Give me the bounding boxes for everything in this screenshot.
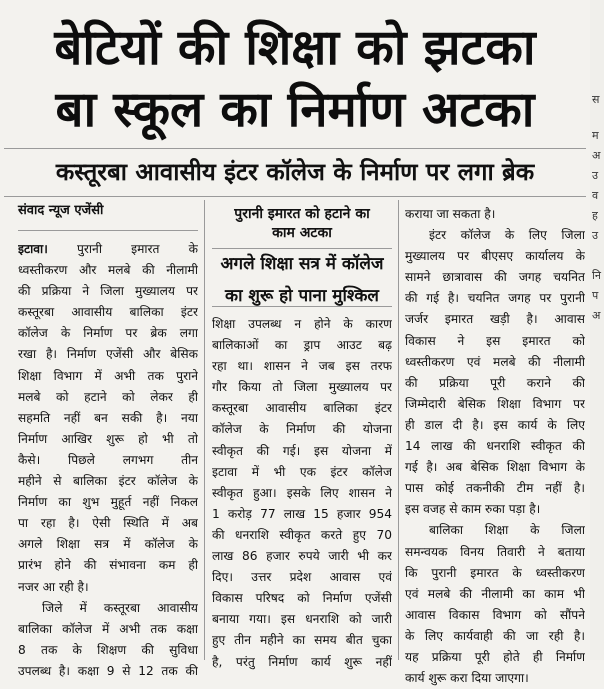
text-line: 1 करोड़ 77 लाख 15 हजार 954: [212, 506, 392, 521]
divider: [212, 306, 392, 307]
text-line: रखा है। निर्माण एजेंसी और बेसिक: [18, 347, 198, 362]
column-2: [212, 314, 392, 673]
text-line: जिले में कस्तूरबा आवासीय: [42, 600, 198, 615]
text-line: हुए तीन महीने का समय बीत चुका: [212, 633, 392, 648]
text-line: शिक्षा उपलब्ध न होने के कारण: [212, 317, 392, 331]
text-line: कॉलेज के निर्माण की योजना: [212, 422, 392, 437]
divider: [18, 230, 198, 231]
text-line: कि पुरानी इमारत के ध्वस्तीकरण: [405, 565, 585, 580]
column-1: [18, 239, 198, 682]
text-line: निर्माण आखिर शुरू हो भी तो: [18, 431, 198, 446]
edge-text: स: [592, 93, 600, 106]
text-line: के लिए कार्यवाही की जा रही है।: [405, 628, 585, 643]
text-line: कस्तूरबा आवासीय बालिका इंटर: [18, 305, 198, 320]
subheadline: कस्तूरबा आवासीय इंटर कॉलेज के निर्माण पर लगा ब्रेक: [55, 158, 535, 186]
text-line: कस्तूरबा आवासीय बालिका इंटर: [212, 401, 392, 416]
text-line: नजर आ रही है।: [18, 579, 89, 594]
edge-text: नि: [592, 269, 601, 282]
edge-text: व: [592, 189, 599, 202]
text-line: कैसे। पिछले लगभग तीन: [18, 452, 198, 467]
edge-text: उ: [592, 169, 599, 182]
text-line: की गई है। चयनित जगह पर पुरानी: [405, 291, 585, 306]
text-line: कार्य शुरू करा दिया जाएगा।: [405, 671, 529, 686]
text-line: बालिकाओं का ड्राप आउट बढ़: [212, 338, 392, 353]
text-line: दिए। उत्तर प्रदेश आवास एवं: [212, 570, 392, 585]
edge-text: म: [592, 129, 599, 142]
text-line: स्वीकृत की गई। इस योजना में: [212, 443, 392, 458]
text-line: की धनराशि स्वीकृत करते हुए 70: [212, 527, 392, 542]
edge-text: ह: [592, 209, 598, 222]
text-line: लाख 86 हजार रुपये जारी भी कर: [212, 549, 392, 564]
text-line: जिम्मेदारी बेसिक शिक्षा विभाग पर: [405, 396, 585, 411]
text-line: पुरानी इमारत के: [47, 242, 198, 256]
pullquote-line-1: अगले शिक्षा सत्र में कॉलेज: [220, 254, 384, 274]
text-line: ध्वस्तीकरण और मलबे की नीलामी: [18, 263, 198, 278]
dateline: इटावा।: [18, 242, 48, 256]
divider: [4, 196, 586, 197]
headline-line-1: बेटियों की शिक्षा को झटका: [54, 19, 536, 76]
kicker-box: [212, 205, 392, 307]
text-line: की प्रक्रिया ने जिला मुख्यालय पर: [18, 284, 198, 299]
text-line: उपलब्ध है। कक्षा 9 से 12 तक की: [18, 663, 198, 678]
text-line: इस वजह से काम रुका पड़ा है।: [405, 502, 541, 517]
text-line: इंटर कॉलेज के लिए जिला: [429, 228, 585, 243]
adjacent-column-edge: [590, 0, 604, 660]
edge-text: प: [592, 289, 599, 302]
divider: [4, 148, 586, 149]
text-line: है, परंतु निर्माण कार्य शुरू नहीं: [212, 654, 392, 669]
text-line: कराया जा सकता है।: [405, 207, 496, 221]
text-line: इटावा में भी एक इंटर कॉलेज: [212, 464, 392, 479]
previous-article-strip: [0, 0, 590, 14]
text-line: मलबे को हटाने को लेकर ही: [18, 389, 198, 404]
text-line: महीने से बालिका इंटर कॉलेज के: [18, 474, 198, 489]
text-line: 14 लाख की धनराशि स्वीकृत की: [405, 439, 585, 454]
column-divider: [398, 200, 399, 660]
text-line: पा रहा है। ऐसी स्थिति में अब: [18, 516, 198, 531]
text-line: कॉलेज के निर्माण पर ब्रेक लगा: [18, 326, 198, 341]
text-line: मुख्यालय पर बीएसए कार्यालय के: [405, 249, 585, 264]
kicker-line-1: पुरानी इमारत को हटाने का: [234, 206, 370, 222]
text-line: ही डाल दी है। इस कार्य के लिए: [405, 417, 585, 432]
text-line: सामने छात्रावास की जगह चयनित: [405, 270, 585, 285]
text-line: स्वीकृत हुआ। इसके लिए शासन ने: [212, 485, 392, 500]
byline: संवाद न्यूज एजेंसी: [18, 203, 104, 218]
edge-text: अ: [592, 309, 601, 322]
text-line: बनाया गया। इस धनराशि को जारी: [212, 612, 392, 627]
text-line: बालिका शिक्षा के जिला: [429, 523, 585, 538]
column-3: [405, 204, 585, 689]
headline-line-2: बा स्कूल का निर्माण अटका: [55, 81, 535, 138]
text-line: निर्माण का शुभ मुहूर्त नहीं निकल: [18, 495, 198, 510]
column-divider: [204, 200, 205, 660]
text-line: विकास परिषद को निर्माण एजेंसी: [212, 591, 392, 606]
text-line: की प्रक्रिया पूरी कराने की: [405, 375, 585, 390]
text-line: अगले शिक्षा सत्र में कॉलेज के: [18, 537, 198, 552]
edge-text: अ: [592, 149, 601, 162]
text-line: प्रारंभ होने की संभावना कम ही: [18, 558, 198, 573]
text-line: गई है। अब बेसिक शिक्षा विभाग के: [405, 460, 585, 475]
text-line: जर्जर इमारत खड़ी है। आवास: [405, 312, 585, 327]
pullquote-line-2: का शुरू हो पाना मुश्किल: [225, 286, 379, 306]
divider: [212, 248, 392, 249]
text-line: पास कोई तकनीकी टीम नहीं है।: [405, 481, 585, 496]
text-line: शिक्षा विभाग में अभी तक पुराने: [18, 368, 198, 383]
text-line: समन्वयक विनय तिवारी ने बताया: [405, 544, 585, 559]
text-line: गौर किया तो जिला मुख्यालय पर: [212, 380, 392, 395]
text-line: ध्वस्तीकरण एवं मलबे की नीलामी: [405, 354, 585, 369]
text-line: 8 तक के शिक्षण की सुविधा: [18, 642, 198, 657]
text-line: रहा था। शासन ने जब इस तरफ: [212, 359, 392, 374]
text-line: बालिका कॉलेज में अभी तक कक्षा: [18, 621, 198, 636]
kicker-line-2: काम अटका: [272, 225, 332, 241]
text-line: यह प्रक्रिया पूरी होते ही निर्माण: [405, 649, 585, 664]
text-line: एवं मलबे की नीलामी का काम भी: [405, 586, 585, 601]
text-line: सहमति नहीं बन सकी है। नया: [18, 410, 198, 425]
edge-text: उ: [592, 229, 599, 242]
text-line: विकास ने इस इमारत को: [405, 333, 585, 348]
text-line: आवास विकास विभाग को सौंपने: [405, 607, 585, 622]
